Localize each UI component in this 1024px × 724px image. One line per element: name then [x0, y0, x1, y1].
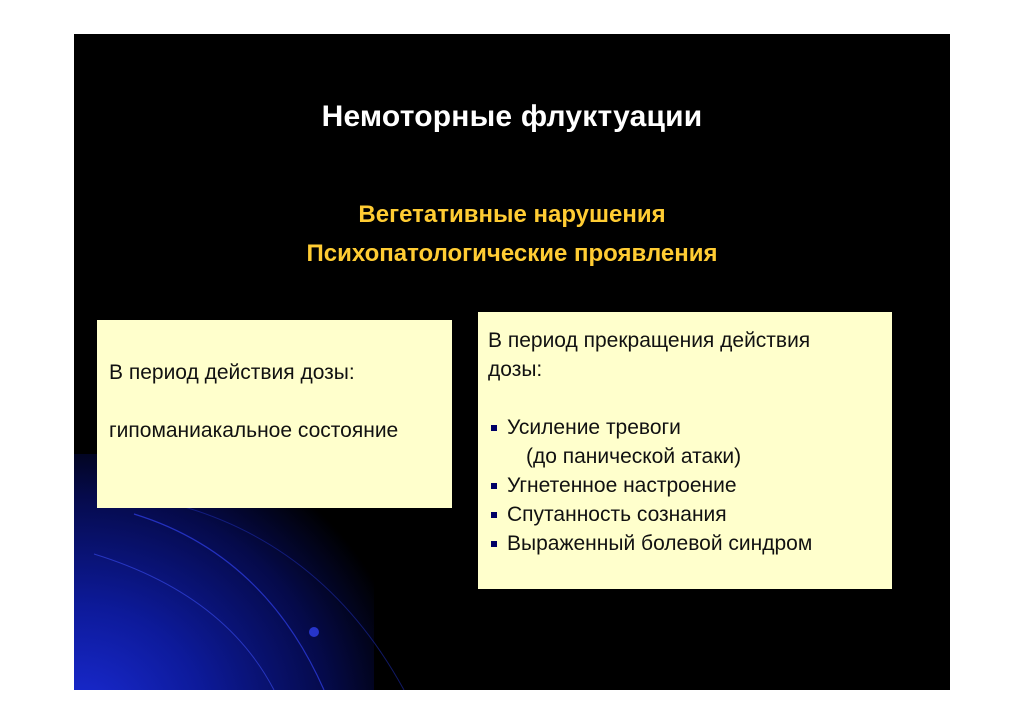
- list-item-text: Спутанность сознания: [507, 503, 727, 526]
- dose-action-box: [97, 320, 452, 508]
- list-item: [488, 413, 880, 442]
- list-item-text: Угнетенное настроение: [507, 474, 737, 497]
- list-item: [488, 471, 880, 500]
- dose-withdrawal-heading-line1: В период прекращения действия: [488, 329, 811, 352]
- slide-title: Немоторные флуктуации: [321, 100, 703, 133]
- bullet-square-icon: [491, 483, 497, 489]
- list-item: [488, 529, 880, 558]
- list-item-text: Усиление тревоги: [507, 416, 681, 439]
- list-item-text: Выраженный болевой синдром: [507, 532, 813, 555]
- bullet-square-icon: [491, 512, 497, 518]
- bullet-square-icon: [491, 425, 497, 431]
- list-item-continuation: [488, 442, 880, 471]
- list-item: [488, 500, 880, 529]
- subtitle-vegetative: Вегетативные нарушения: [358, 201, 666, 228]
- dose-withdrawal-box: [478, 312, 892, 589]
- slide: [74, 34, 950, 690]
- dose-action-heading: В период действия дозы:: [109, 361, 355, 384]
- bullet-square-icon: [491, 541, 497, 547]
- list-item-continuation-text: (до панической атаки): [526, 445, 742, 468]
- dose-withdrawal-heading-line2: дозы:: [488, 358, 543, 381]
- subtitle-psychopathological: Психопатологические проявления: [306, 240, 718, 267]
- dose-action-text: гипоманиакальное состояние: [109, 419, 399, 442]
- withdrawal-symptom-list: [488, 413, 880, 558]
